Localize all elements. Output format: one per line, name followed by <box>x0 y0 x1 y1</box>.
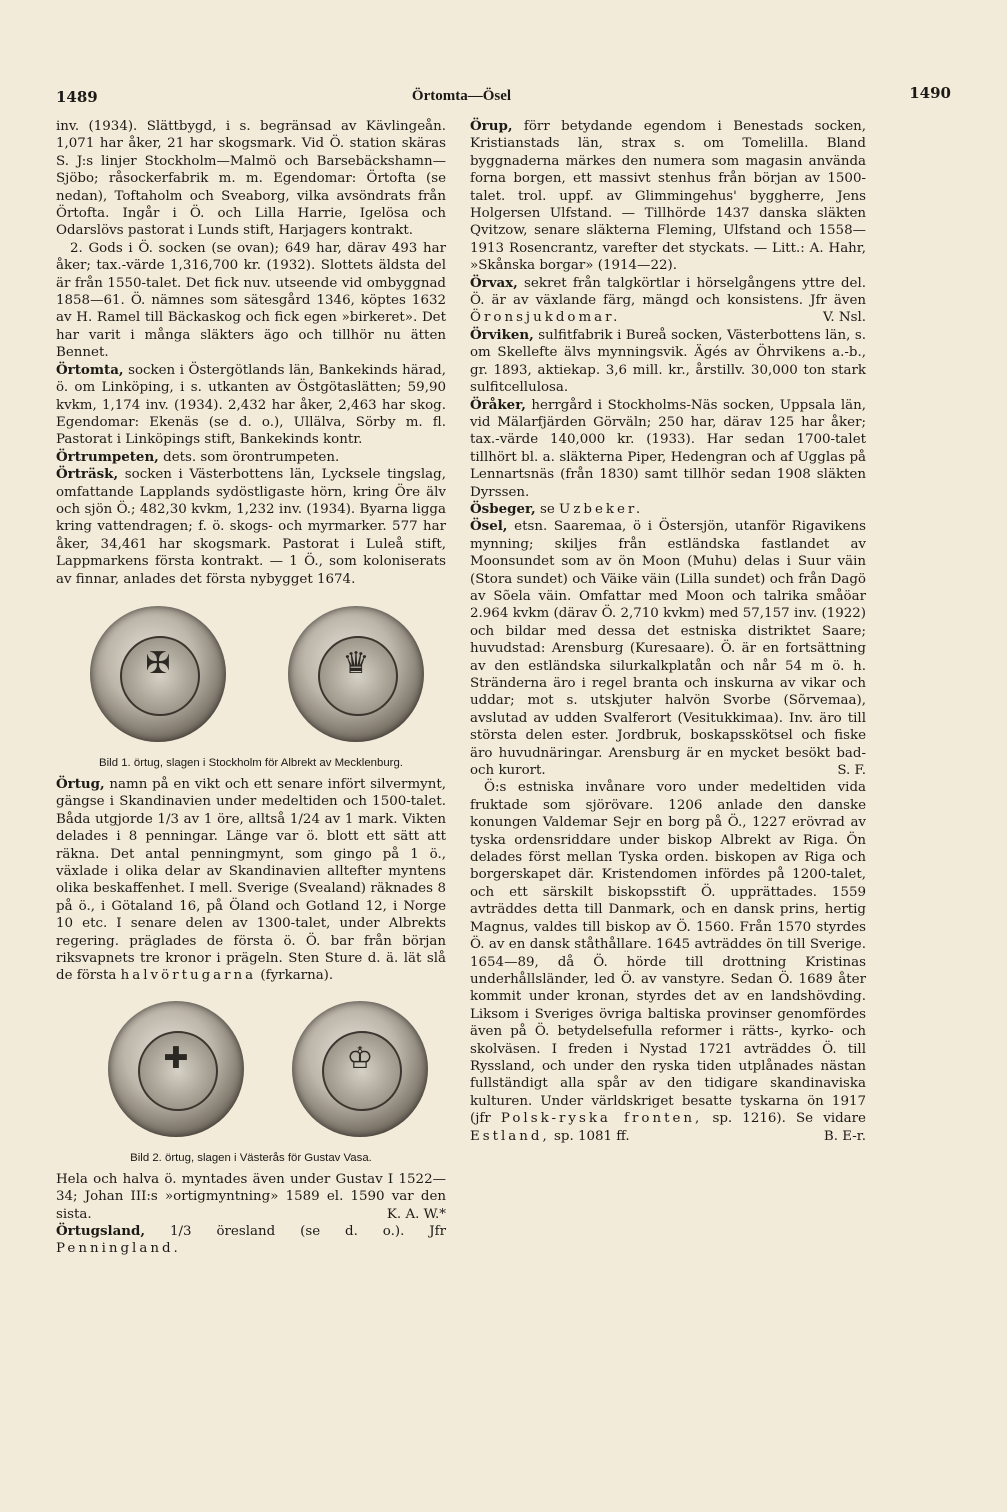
entry-ortrumpeten <box>56 449 446 466</box>
page-header <box>56 84 951 112</box>
entry-oraker: Öråker, herrgård i Stockholms-Näs socken, Uppsala län, vid Mälarfjärden Görväln; 250 har, därav 125 har åker; tax.-värde 140,000 kr. (1933). Har sedan 1700-talet tillhört bl. a. släkterna Piper, Hedengran och af Ugglas på Lennartsnäs (från 1830) samt tillhör sedan 1908 släkten Dyrssen. <box>470 396 866 500</box>
entry-osbeger: Ösbeger, se Uzbeker. <box>470 500 644 517</box>
figure-2-caption: Bild 2. örtug, slagen i Västerås för Gustav Vasa. <box>130 1151 372 1164</box>
left-page-number: 1489 <box>56 88 98 106</box>
coin-icon: ✚ <box>108 1001 244 1137</box>
left-column <box>56 118 446 1258</box>
headword: Örträsk, <box>56 466 119 483</box>
headword: Örviken, <box>470 326 534 343</box>
right-page-number: 1490 <box>909 84 951 102</box>
headword: Ösel, <box>470 518 508 535</box>
entry-ortugsland: Örtugsland, 1/3 öresland (se d. o.). Jfr Penningland. <box>56 1223 446 1257</box>
headword: Örtrumpeten, <box>56 448 159 465</box>
headword: Örup, <box>470 118 513 134</box>
paragraph: Ö:s estniska invånare voro under medeltiden vida fruktade som sjörövare. 1206 anlade den danske konungen Valdemar Sejr en borg på Ö., 1227 erövrad av tyska ordensriddare under biskop Albrekt av Riga. Ön delades först mellan Tyska orden. biskopen av Riga och borgerskapet där. Kristendomen infördes på 1200-talet, och ett särskilt biskopsstift Ö. upprättades. 1559 avträddes detta till Danmark, och en dansk prins, hertig Magnus, valdes till biskop av Ö. 1560. Från 1570 styrdes Ö. av en dansk ståthållare. 1645 avträddes ön till Sverige. 1654—89, då Ö. hörde till drottning Kristinas underhållsländer, led Ö. av vanstyre. Sedan Ö. 1689 åter kommit under kronan, styrdes det av en landshövding. Liksom i Sveriges övriga baltiska provinser genomfördes även på Ö. betydelsefulla reformer i rätts-, kyrko- och skolväsen. I freden i Nystad 1721 avträddes Ö. till Ryssland, och under den ryska tiden utplånades nästan fullständigt alla spår av den tidigare skandinaviska kulturen. Under världskriget besatte tyskarna ön 1917 (jfr Polsk-ryska fronten, sp. 1216). Se vidare Estland, sp. 1081 ff. B. E-r. <box>470 780 866 1144</box>
headword: Örtugsland, <box>56 1223 146 1240</box>
headword: Örtug, <box>56 775 105 792</box>
paragraph: inv. (1934). Slättbygd, i s. begränsad av Kävlingeån. 1,071 har åker, 21 har skogsmark. Vid Ö. station skäras S. J:s linjer Stockholm—Malmö och Barsebäckshamn—Sjöbo; råsockerfabrik m. m. Egendomar: Örtofta (se nedan), Toftaholm och Sveaborg, vilka avsöndrats från Örtofta. Ingår i Ö. och Lilla Harrie, Igelösa och Odarslövs pastorat i Lunds stift, Harjagers kontrakt. <box>56 119 446 239</box>
entry-ortomta <box>56 362 446 449</box>
figure-1 <box>56 602 446 752</box>
entry-orviken: Örviken, sulfitfabrik i Bureå socken, Västerbottens län, s. om Skellefte älvs mynningsvik. Ägés av Öhrvikens a.-b., gr. 1893, aktiekap. 3,6 mill. kr., årstillv. 30,000 ton stark sulfitcellulosa. <box>470 326 866 396</box>
paragraph: 2. Gods i Ö. socken (se ovan); 649 har, därav 493 har åker; tax.-värde 1,316,700 kr. (1932). Slottets äldsta del är från 1550-talet. Det fick nuv. utseende vid ombyggnad 1858—61. Ö. nämnes som sätesgård 1346, köptes 1632 av H. Ramel till Bäckaskog och fick egen »birkeret». Det har varit i många släkters ägo och tillhör nu ätten Bennet. <box>56 240 446 361</box>
headword: Öråker, <box>470 396 526 413</box>
entry-ortug: Örtug, namn på en vikt och ett senare infört silvermynt, gängse i Skandinavien under medeltiden och 1500-talet. Båda utgjorde 1/3 av 1 öre, alltså 1/24 av 1 mark. Vikten delades i 8 penningar. Länge var ö. blott ett sätt att räkna. Det antal penningmynt, som gingo på 1 ö., växlade i olika delar av Skandinavien alltefter myntens olika beskaffenhet. I mell. Sverige (Svealand) räknades 8 på ö., i Götaland 16, på Öland och Gotland 12, i Norge 10 etc. I senare delen av 1300-talet, under Albrekts regering. präglades de första ö. Ö. bar från början riksvapnets tre kronor i prägeln. Sten Sture d. ä. lät slå de första halvörtugarna (fyrkarna). <box>56 775 446 984</box>
coin-icon: ♛ <box>288 606 424 742</box>
entry-osel: Ösel, etsn. Saaremaa, ö i Östersjön, utanför Rigavikens mynning; skiljes från estländska fastlandet av Moonsundet som av ön Moon (Muhu) delas i Suur väin (Stora sundet) och Väike väin (Lilla sundet) och från Dagö av Sõela väin. Omfattar med Moon och talrika småöar 2.964 kvkm (därav Ö. 2,710 kvkm) med 57,157 inv. (1922) och bildar med dessa det estniska distriktet Saare; huvudstad: Arensburg (Kuresaare). Ö. är en fortsättning av den estländska silurkalkplatån och når 54 m ö. h. Stränderna äro i regel branta och inskurna av vikar och uddar; mot s. utskjuter halvön Svorbe (Sõrvemaa), avslutad av udden Svalferort (Vesitukkimaa). Inv. äro till största delen ester. Jordbruk, boskapsskötsel och fiske äro huvudnäringar. Arensburg är en mycket besökt bad- och kurort. S. F. <box>470 518 866 779</box>
signature: V. Nsl. <box>823 310 866 326</box>
entry-orup: Örup, förr betydande egendom i Benestads socken, Kristianstads län, strax s. om Tomelilla. Bland byggnaderna märkes den numera som magasin använda forna borgen, ett massivt stenhus från början av 1500-talet. trol. uppf. av Glimmingehus' byggherre, Jens Holgersen Ulfstand. — Tillhörde 1437 danska släkten Qvitzow, senare släkterna Fleming, Ulfstand och 1558—1913 Rosencrantz, varefter det styckats. — Litt.: A. Hahr, »Skånska borgar» (1914—22). <box>470 118 866 274</box>
right-column <box>470 118 866 1145</box>
coin-icon: ♔ <box>292 1001 428 1137</box>
headword: Örvax, <box>470 274 518 291</box>
paragraph: Hela och halva ö. myntades även under Gustav I 1522—34; Johan III:s »ortigmyntning» 1589 el. 1590 var den sista. K. A. W.* <box>56 1171 446 1222</box>
headword: Örtomta, <box>56 361 124 378</box>
figure-2 <box>56 997 446 1147</box>
figure-1-caption: Bild 1. örtug, slagen i Stockholm för Albrekt av Mecklenburg. <box>99 756 403 769</box>
signature: K. A. W.* <box>386 1206 446 1222</box>
entry-text: dets. som örontrumpeten. <box>158 449 340 465</box>
headword: Ösbeger, <box>470 500 536 517</box>
entry-text: socken i Västerbottens län, Lycksele tingslag, omfattande Lapplands sydöstligaste hörn, kring Öre älv och sjön Ö.; 482,30 kvkm, 1,232 inv. (1934). Byarna ligga kring vattendragen; f. ö. skogs- och myrmarker. 577 har åker, 34,461 har skogsmark. Pastorat i Luleå stift, Lappmarkens första kontrakt. — 1 Ö., som koloniserats av finnar, anlades det första nybygget 1674. <box>56 467 446 587</box>
coin-icon: ✠ <box>90 606 226 742</box>
entry-orvax: Örvax, sekret från talgkörtlar i hörselgångens yttre del. Ö. är av växlande färg, mängd och konsistens. Jfr även Öronsjukdomar. V. Nsl. <box>470 274 866 326</box>
signature: B. E-r. <box>823 1128 866 1144</box>
signature: S. F. <box>837 763 866 779</box>
entry-ortrask <box>56 466 446 588</box>
entry-text: socken i Östergötlands län, Bankekinds härad, ö. om Linköping, i s. utkanten av Östgötaslätten; 59,90 kvkm, 1,174 inv. (1934). 2,432 har åker, 2,463 har skog. Egendomar: Ekenäs (se d. o.), Ullälva, Sörby m. fl. Pastorat i Linköpings stift, Bankekinds kontr. <box>56 362 446 448</box>
page-title: Örtomta—Ösel <box>411 88 512 104</box>
